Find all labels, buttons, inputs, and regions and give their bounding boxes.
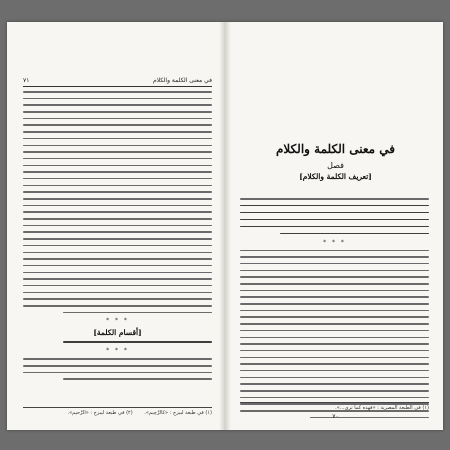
running-title: في معنى الكلمة والكلام [153,77,212,84]
left-footnotes [23,407,212,417]
footnote-1: (١) في طبعة ليبزج : «كالرَّحِيم». [144,410,212,416]
right-footnote: (١) في الطبعة المصرية : «فهذه كما ترى...». [240,402,429,411]
separator-stars: * * * [106,347,129,355]
chapter-subtitle: فصل [327,161,344,170]
left-running-header [23,76,212,87]
book-spread [7,22,443,430]
separator-stars: * * * [106,317,129,325]
page-number: ٧٠ [332,413,339,420]
left-page [7,22,222,430]
footnote-2: (٢) في طبعة ليبزج : «الرَّحيم». [67,410,133,416]
separator-stars: * * * [323,238,346,246]
left-body-text [23,91,212,385]
chapter-title: في معنى الكلمة والكلام [275,142,396,156]
page-number: ٧١ [23,77,30,84]
section-heading: [تعريف الكلمة والكلام] [299,172,372,181]
section-heading: [أقسام الكلمة] [93,328,142,338]
right-body-text [240,198,429,423]
right-page [228,22,443,430]
